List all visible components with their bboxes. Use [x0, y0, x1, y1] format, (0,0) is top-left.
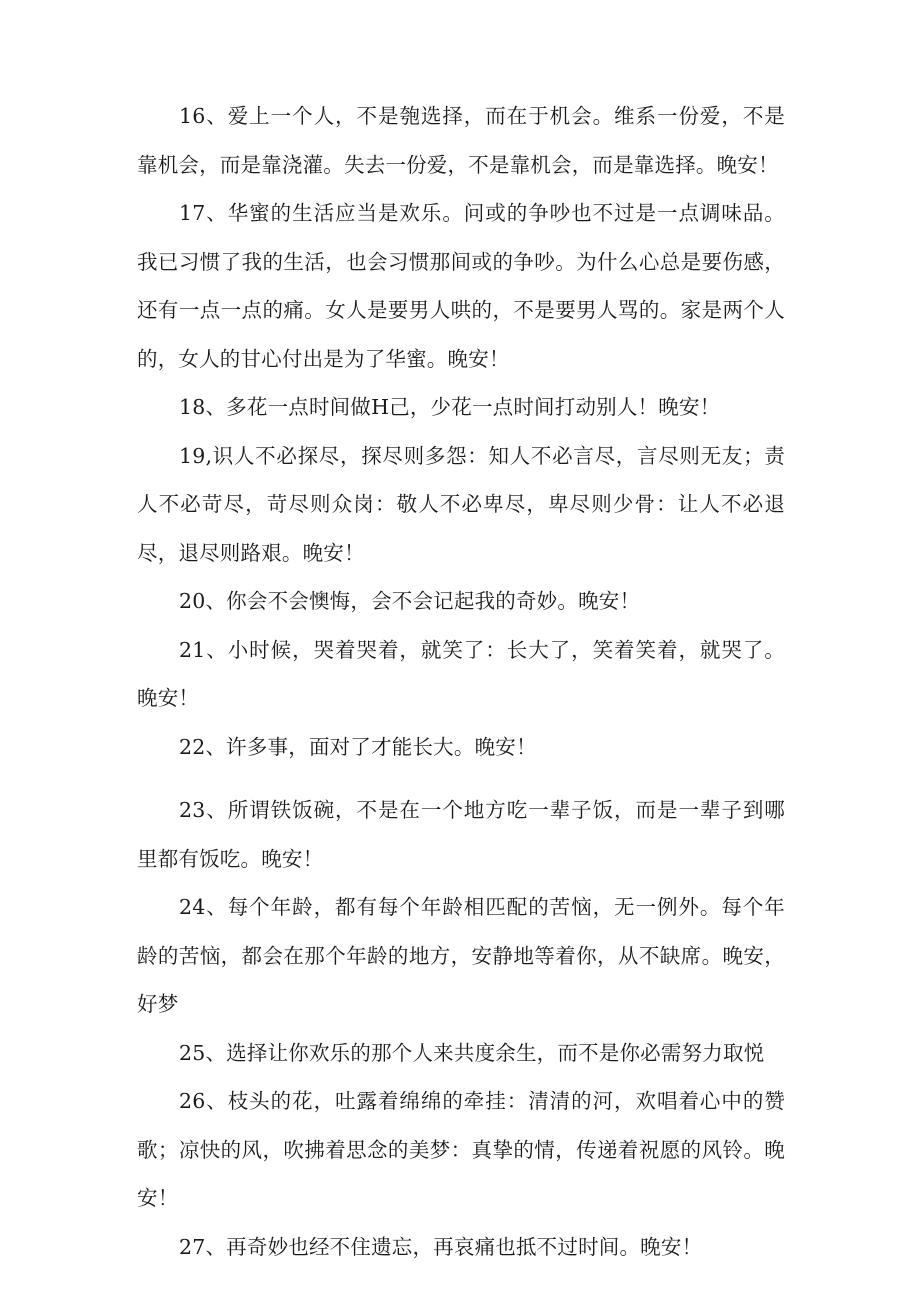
paragraph-19: 19,识人不必探尽，探尽则多怨：知人不必言尽，言尽则无友；责人不必苛尽，苛尽则众岗：敬人不必卑尽，卑尽则少骨：让人不必退尽，退尽则路艰。晚安！	[137, 443, 785, 565]
paragraph-22: 22、许多事，面对了才能长大。晚安！	[179, 734, 537, 759]
document-body	[137, 92, 785, 1271]
paragraph-16: 16、爱上一个人，不是匏选择，而在于机会。维系一份爱，不是靠机会，而是靠浇灌。失去一份爱，不是靠机会，而是靠选择。晚安！	[137, 104, 785, 177]
paragraph-24: 24、每个年龄，都有每个年龄相匹配的苦恼，无一例外。每个年龄的苦恼，都会在那个年龄的地方，安静地等着你，从不缺席。晚安，好梦	[137, 895, 785, 1016]
paragraph-26: 26、枝头的花，吐露着绵绵的牵挂：清清的河，欢唱着心中的赞歌；凉快的风，吹拂着思念的美梦：真挚的情，传递着祝愿的风铃。晚安！	[137, 1089, 785, 1210]
paragraph-27: 27、再奇妙也经不住遗忘，再哀痛也抵不过时间。晚安！	[179, 1234, 703, 1259]
paragraph-18: 18、多花一点时间做H己，少花一点时间打动别人！晚安！	[179, 395, 721, 419]
paragraph-25: 25、选择让你欢乐的那个人来共度余生，而不是你必需努力取悦	[179, 1040, 765, 1065]
paragraph-17: 17、华蜜的生活应当是欢乐。问或的争吵也不过是一点调味品。我已习惯了我的生活，也会习惯那间或的争吵。为什么心总是要伤感，还有一点一点的痛。女人是要男人哄的，不是要男人骂的。家是两个人的，女人的甘心付出是为了华蜜。晚安！	[137, 201, 785, 371]
paragraph-23: 23、所谓铁饭碗，不是在一个地方吃一辈子饭，而是一辈子到哪里都有饭吃。晚安！	[137, 798, 785, 871]
paragraph-21: 21、小时候，哭着哭着，就笑了：长大了，笑着笑着，就哭了。晚安！	[137, 637, 785, 710]
paragraph-20: 20、你会不会懊悔，会不会记起我的奇妙。晚安！	[179, 589, 641, 613]
